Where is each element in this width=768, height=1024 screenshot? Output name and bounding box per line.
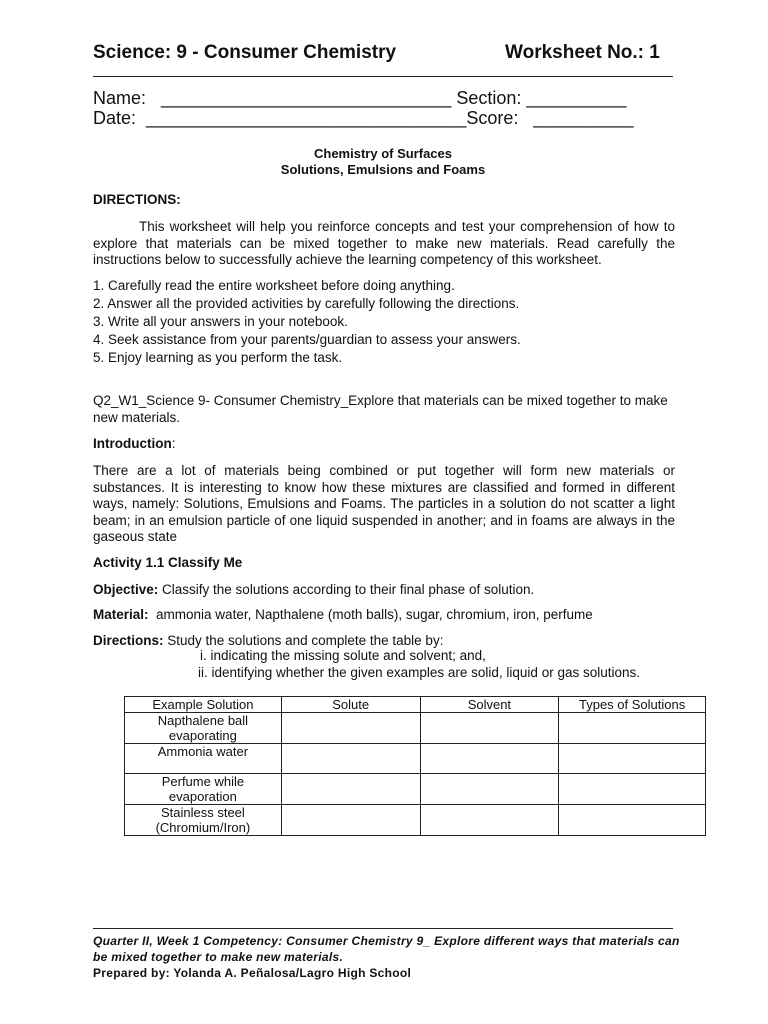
objective-line [93, 582, 675, 599]
solvent-cell [420, 805, 559, 836]
table-row [125, 805, 706, 836]
direction-item-2: 2. Answer all the provided activities by carefully following the directions. [93, 296, 520, 311]
footer-divider [93, 928, 673, 929]
header-solvent: Solvent [420, 697, 559, 713]
solute-cell [281, 713, 420, 744]
header-divider [93, 76, 673, 77]
name-section-line: Name: _____________________________ Section: __________ [93, 88, 627, 108]
worksheet-number: Worksheet No.: 1 [505, 42, 660, 63]
solvent-cell [420, 774, 559, 805]
introduction-label: Introduction [93, 436, 172, 451]
introduction-heading [93, 436, 675, 453]
header-types-of-solutions: Types of Solutions [559, 697, 706, 713]
objective-text: Classify the solutions according to their final phase of solution. [158, 582, 535, 597]
footer-competency: Quarter II, Week 1 Competency: Consumer Chemistry 9_ Explore different ways that materials can be mixed together to make new materials. [93, 934, 680, 964]
heading-line-2: Solutions, Emulsions and Foams [280, 162, 486, 177]
row-example: Napthalene ball evaporating [125, 713, 282, 744]
header-solute: Solute [281, 697, 420, 713]
sub-direction-ii: ii. identifying whether the given examples are solid, liquid or gas solutions. [198, 665, 640, 680]
classification-table [124, 696, 706, 836]
introduction-text: There are a lot of materials being combined or put together will form new materials or substances. It is interesting to know how these mixtures are classified and formed in different ways, namely: Solutions, Emulsions and Foams. The particles in a solution do not scatter a light beam; in an emulsion particle of one liquid suspended in another; and in foams are always in the gaseous state [93, 463, 675, 544]
worksheet-title: Science: 9 - Consumer Chemistry [93, 42, 397, 63]
material-label: Material: [93, 607, 149, 622]
date-score-line: Date: ________________________________Score: __________ [93, 108, 634, 128]
footer-prepared-by: Prepared by: Yolanda A. Peñalosa/Lagro High School [93, 966, 412, 980]
directions-label: DIRECTIONS: [93, 192, 181, 207]
footer [93, 933, 683, 981]
row-example: Stainless steel (Chromium/Iron) [125, 805, 282, 836]
type-cell [559, 713, 706, 744]
solvent-cell [420, 744, 559, 774]
solute-cell [281, 744, 420, 774]
header-example-solution: Example Solution [125, 697, 282, 713]
solvent-cell [420, 713, 559, 744]
row-example: Perfume while evaporation [125, 774, 282, 805]
solute-cell [281, 805, 420, 836]
direction-item-1: 1. Carefully read the entire worksheet before doing anything. [93, 278, 455, 293]
heading-line-1: Chemistry of Surfaces [314, 146, 452, 161]
table-row [125, 744, 706, 774]
direction-item-5: 5. Enjoy learning as you perform the task. [93, 350, 343, 365]
row-example: Ammonia water [125, 744, 282, 774]
directions-paragraph: This worksheet will help you reinforce concepts and test your comprehension of how to explore that materials can be mixed together to make new materials. Read carefully the instructions below to successfully achieve the learning competency of this worksheet. [93, 219, 675, 267]
competency-code: Q2_W1_Science 9- Consumer Chemistry_Explore that materials can be mixed together to make new materials. [93, 393, 668, 425]
table-row [125, 713, 706, 744]
type-cell [559, 744, 706, 774]
table-header-row [125, 697, 706, 713]
activity-title: Activity 1.1 Classify Me [93, 555, 243, 570]
material-line [93, 607, 675, 624]
sub-direction-i: i. indicating the missing solute and solvent; and, [200, 648, 486, 663]
activity-directions-label: Directions: [93, 633, 164, 648]
direction-item-4: 4. Seek assistance from your parents/guardian to assess your answers. [93, 332, 521, 347]
introduction-colon: : [171, 436, 176, 451]
material-text: ammonia water, Napthalene (moth balls), sugar, chromium, iron, perfume [148, 607, 593, 622]
table-row [125, 774, 706, 805]
solute-cell [281, 774, 420, 805]
type-cell [559, 774, 706, 805]
type-cell [559, 805, 706, 836]
objective-label: Objective: [93, 582, 159, 597]
activity-directions-text: Study the solutions and complete the table by: [163, 633, 444, 648]
direction-item-3: 3. Write all your answers in your notebook. [93, 314, 348, 329]
